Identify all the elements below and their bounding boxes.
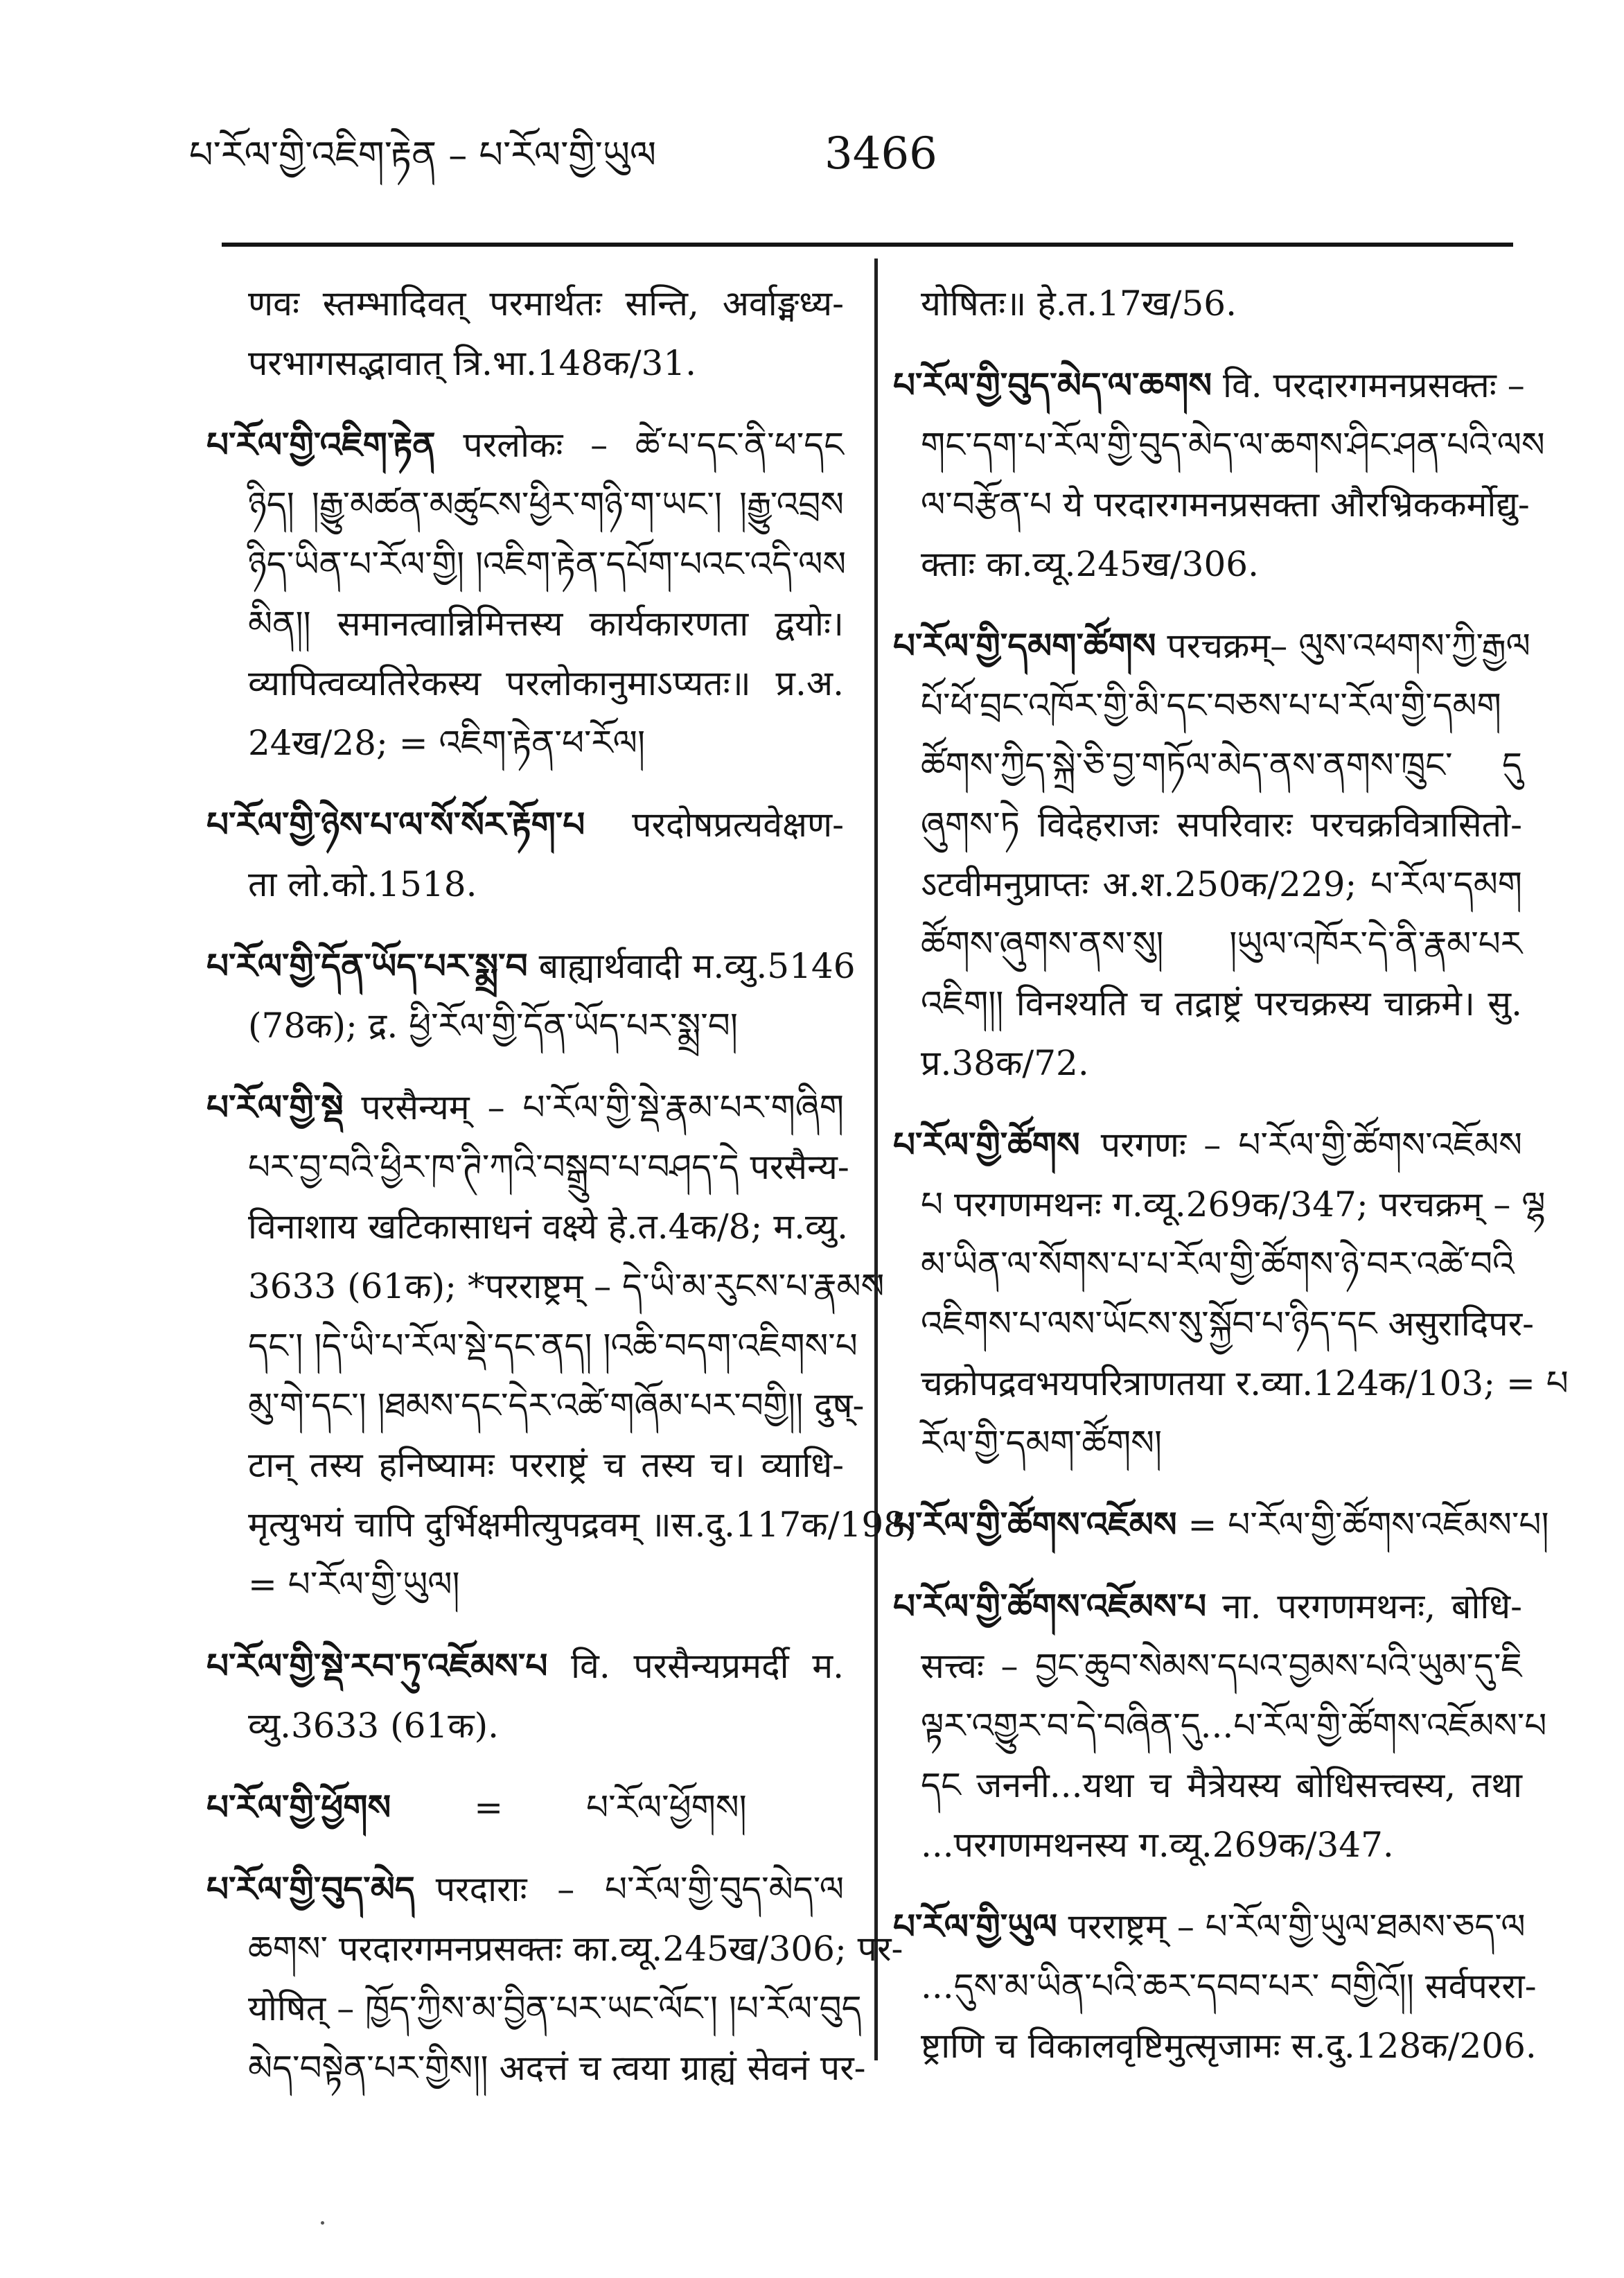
entry-headword: པ་རོལ་གྱི་དོན་ཡོད་པར་སྨྲ་བ: [206, 945, 528, 986]
entry-headword: པ་རོལ་གྱི་ཡུལ: [893, 1906, 1057, 1947]
entry-line: པ परगणमथनः ग.व्यू.269क/347; परचक्रम् – ལྷ: [921, 1184, 1546, 1225]
entry-line: ऽटवीमनुप्राप्तः अ.श.250क/229; པ་རོལ་དམག: [921, 864, 1522, 904]
entry-line: ཆགས་ परदारगमनप्रसक्तः का.व्यू.245ख/306; पर-: [248, 1929, 903, 1969]
entry-line: མ་ཡིན་ལ་སོགས་པ་པ་རོལ་གྱི་ཚོགས་ཉེ་བར་འཚེ་བའི: [921, 1244, 1515, 1284]
dictionary-entry: [893, 274, 1522, 333]
entry-text: परसैन्यम् – པ་རོལ་གྱི་སྡེ་རྣམ་པར་གཞིག: [361, 1087, 844, 1128]
entry-line: णवः स्तम्भादिवत् परमार्थतः सन्ति, अर्वाङ्मध्य-: [248, 283, 844, 324]
entry-text: वि. परदारगमनप्रसक्तः –: [1223, 365, 1525, 405]
entry-line: འཇིགས་པ་ལས་ཡོངས་སུ་སྐྱོབ་པ་ཉིད་དང असुरादिपर-: [921, 1304, 1535, 1344]
entry-headword: པ་རོལ་གྱི་འཇིག་རྟེན: [206, 424, 436, 465]
entry-line: [893, 616, 1530, 676]
entry-text: परलोकः – ཚེ་པ་དང་ནི་ཕ་དང: [463, 425, 844, 465]
entry-line: རོལ་གྱི་དམག་ཚོགས།: [921, 1423, 1163, 1463]
entry-line: མེད་བསྟེན་པར་གྱིས།། अदत्तं च त्वया ग्राह्यं सेवनं पर-: [248, 2048, 866, 2088]
entry-line: [893, 1115, 1522, 1175]
entry-headword: པ་རོལ་གྱི་བུད་མེད་ལ་ཆགས: [893, 365, 1212, 405]
entry-headword: པ་རོལ་གྱི་ཚོགས་འཇོམས་པ: [893, 1586, 1207, 1627]
entry-line: ཉིད། །རྒྱུ་མཚན་མཚུངས་ཕྱིར་གཉི་ག་ཡང་། །རྒྱུ་འབྲས: [248, 484, 844, 525]
entry-line: विनाशाय खटिकासाधनं वक्ष्ये हे.त.4क/8; म.व्यु.: [248, 1207, 849, 1247]
ink-speck: [321, 2221, 324, 2225]
entry-headword: པ་རོལ་གྱི་ཕྱོགས: [206, 1787, 391, 1828]
entry-line: [893, 1495, 1549, 1554]
entry-headword: པ་རོལ་གྱི་སྡེ: [206, 1087, 344, 1128]
entry-line: चक्रोपद्रवभयपरित्राणतया र.व्या.124क/103; = པ: [921, 1363, 1569, 1403]
equals-sign: =: [474, 1787, 504, 1828]
entry-line: [893, 1577, 1522, 1636]
dictionary-entry: [206, 1778, 844, 1837]
entry-text: वि. परसैन्यप्रमर्दी म.: [571, 1646, 844, 1686]
dictionary-entry: [893, 1495, 1549, 1554]
entry-line: [206, 1859, 844, 1919]
entry-text: परचक्रम्– ལུས་འཕགས་ཀྱི་རྒྱལ: [1167, 626, 1530, 666]
entry-line: [206, 415, 844, 475]
entry-line: [206, 1636, 844, 1696]
entry-line: योषितः॥ हे.त.17ख/56.: [921, 283, 1237, 324]
entry-line: [206, 795, 844, 855]
entry-line: [893, 356, 1525, 415]
entry-line: योषित् – ཁྱོད་ཀྱིས་མ་བྱིན་པར་ཡང་ལོང་། །པ་རོལ་བུད: [248, 1988, 862, 2029]
entry-line: ཞུགས་ཏེ विदेहराजः सपरिवारः परचक्रवित्रासितो-: [921, 805, 1522, 845]
entry-line: པོ་ཕོ་བྲང་འཁོར་གྱི་མི་དང་བཅས་པ་པ་རོལ་གྱི་དམག: [921, 685, 1501, 726]
entry-line: व्यापित्वव्यतिरेकस्य परलोकानुमाऽप्यतः॥ प्र.अ.: [248, 663, 844, 703]
dictionary-entry: [893, 616, 1530, 1093]
entry-line: क्ताः का.व्यू.245ख/306.: [921, 544, 1259, 584]
entry-line: ष्ट्राणि च विकालवृष्टिमुत्सृजामः स.दु.128क/206.: [921, 2026, 1537, 2066]
entry-line: = པ་རོལ་གྱི་ཡུལ།: [248, 1564, 460, 1604]
entry-line: [893, 1897, 1526, 1956]
entry-line: ...परगणमथनस्य ग.व्यू.269क/347.: [921, 1825, 1394, 1865]
entry-line: འཇིག།། विनश्यति च तद्राष्ट्रं परचक्रस्य चाक्रमे। सु.: [921, 983, 1522, 1024]
entry-line: དང जननी...यथा च मैत्रेयस्य बोधिसत्त्वस्य, तथा: [921, 1765, 1522, 1805]
dictionary-entry: [206, 795, 844, 914]
entry-text: परगणः – པ་རོལ་གྱི་ཚོགས་འཇོམས: [1100, 1125, 1522, 1165]
entry-text: = པ་རོལ་གྱི་ཚོགས་འཇོམས་པ།: [1188, 1505, 1549, 1545]
header-rule: [222, 243, 1513, 247]
dictionary-entry: [206, 936, 856, 1055]
entry-line: व्यु.3633 (61क).: [248, 1706, 500, 1746]
entry-line: [206, 936, 856, 996]
entry-line: ལ་བརྩོན་པ ये परदारगमनप्रसक्ता औरभ्रिककर्मोद्यु-: [921, 484, 1530, 525]
entry-line: ཚོགས་ཀྱིད་སྐྲེ་ཅི་བྱ་གཏོལ་མེད་ནས་ནགས་ཁྲུང་ དུ: [921, 745, 1522, 785]
entry-headword: པ་རོལ་གྱི་ཚོགས: [893, 1124, 1080, 1165]
cross-reference: པ་རོལ་ཕྱོགས།: [586, 1787, 747, 1828]
dictionary-entry: [206, 1078, 917, 1614]
entry-line: ...དུས་མ་ཡིན་པའི་ཆར་དབབ་པར་ བགྱིའོ།། सर्वपररा-: [921, 1966, 1537, 2006]
entry-text: परराष्ट्रम् – པ་རོལ་གྱི་ཡུལ་ཐམས་ཅད་ལ: [1068, 1907, 1526, 1947]
entry-line: सत्त्वः – བྱང་ཆུབ་སེམས་དཔའ་བྱམས་པའི་ཡུམ་དུ་ཇི: [921, 1646, 1522, 1686]
entry-line: མུ་གེ་དང་། །ཐམས་དང་དེར་འཚེ་གཞོམ་པར་བགྱི།། दुष्-: [248, 1385, 865, 1426]
entry-line: དང་། །དེ་ཡི་པ་རོལ་སྡེ་དང་ནད། །འཆི་བདག་འཇིགས་པ: [248, 1326, 858, 1366]
entry-text: ना. परगणमथनः, बोधि-: [1221, 1586, 1522, 1627]
entry-line: [206, 1778, 844, 1837]
dictionary-entry: [893, 1577, 1547, 1875]
entry-line: ལྟར་འགྱུར་བ་དེ་བཞིན་དུ...པ་རོལ་གྱི་ཚོགས་འཇོམས་པ: [921, 1706, 1547, 1746]
entry-line: प्र.38क/72.: [921, 1043, 1089, 1083]
entry-text: परदोषप्रत्यवेक्षण-: [632, 805, 844, 845]
column-divider: [874, 259, 878, 2060]
entry-line: གང་དག་པ་རོལ་གྱི་བུད་མེད་ལ་ཆགས་ཤིང་ཤན་པའི་ལས: [921, 425, 1545, 465]
entry-line: ཚོགས་ཞུགས་ནས་སུ། །ཡུལ་འཁོར་དེ་ནི་རྣམ་པར: [921, 924, 1522, 964]
entry-text: परदाराः – པ་རོལ་གྱི་བུད་མེད་ལ: [435, 1869, 844, 1909]
dictionary-entry: [206, 274, 844, 393]
entry-headword: པ་རོལ་གྱི་དམག་ཚོགས: [893, 625, 1156, 666]
entry-headword: པ་རོལ་གྱི་ཉེས་པ་ལ་སོ་སོར་རྟོག་པ: [206, 804, 585, 845]
entry-line: ता लो.को.1518.: [248, 864, 477, 904]
entry-line: टान् तस्य हनिष्यामः परराष्ट्रं च तस्य च। व्याधि-: [248, 1445, 844, 1485]
dictionary-entry: [206, 415, 847, 773]
left-column: [206, 274, 917, 2098]
entry-line: མིན།། समानत्वान्निमित्तस्य कार्यकारणता द्वयोः।: [248, 604, 844, 644]
entry-line: मृत्युभयं चापि दुर्भिक्षमीत्युपद्रवम् ॥स.दु.117क/198;: [248, 1505, 917, 1545]
dictionary-entry: [893, 356, 1545, 594]
entry-line: परभागसद्भावात् त्रि.भा.148क/31.: [248, 343, 697, 383]
entry-line: ཉིད་ཡིན་པ་རོལ་གྱི། །འཇིག་རྟེན་དཔོག་པའང་འདི་ལས: [248, 544, 847, 584]
entry-headword: པ་རོལ་གྱི་བུད་མེད: [206, 1868, 415, 1909]
entry-line: 3633 (61क); *परराष्ट्रम् – དེ་ཡི་མ་རུངས་པ་རྣམས: [248, 1266, 885, 1306]
entry-line: [206, 1078, 844, 1137]
dictionary-entry: [893, 1115, 1569, 1473]
running-header: པ་རོལ་གྱི་འཇིག་རྟེན – པ་རོལ་གྱི་ཡུལ: [189, 133, 657, 177]
entry-headword: པ་རོལ་གྱི་སྡེ་རབ་ཏུ་འཇོམས་པ: [206, 1645, 548, 1686]
entry-text: बाह्यार्थवादी म.व्यु.5146: [538, 946, 856, 986]
entry-headword: པ་རོལ་གྱི་ཚོགས་འཇོམས: [893, 1504, 1177, 1545]
page-number: 3466: [824, 128, 937, 179]
entry-line: པར་བྱ་བའི་ཕྱིར་ཁ་ཊི་ཀའི་བསྒྲུབ་པ་བཤད་དེ परसैन्य-: [248, 1147, 849, 1187]
dictionary-entry: [206, 1636, 844, 1755]
dictionary-entry: [893, 1897, 1537, 2076]
entry-line: 24ख/28; = འཇིག་རྟེན་ཕ་རོལ།: [248, 723, 646, 763]
entry-line: (78क); द्र. ཕྱི་རོལ་གྱི་དོན་ཡོད་པར་སྨྲ་བ།: [248, 1006, 738, 1046]
dictionary-entry: [206, 1859, 903, 2098]
right-column: [893, 274, 1569, 2076]
